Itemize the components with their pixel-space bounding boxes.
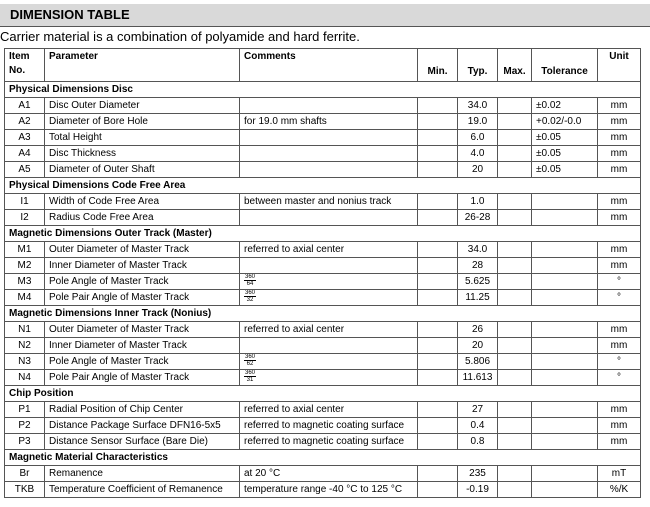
cell-typ: 11.613 <box>458 370 498 386</box>
cell-unit: mm <box>598 402 641 418</box>
cell-max <box>498 290 532 306</box>
fraction-denominator: 64 <box>246 281 254 288</box>
cell-max <box>498 482 532 498</box>
cell-tolerance <box>532 402 598 418</box>
cell-comments: referred to magnetic coating surface <box>240 418 418 434</box>
fraction-denominator: 62 <box>246 361 254 368</box>
cell-unit: mm <box>598 114 641 130</box>
cell-tolerance <box>532 258 598 274</box>
cell-item: P1 <box>5 402 45 418</box>
cell-unit: mm <box>598 210 641 226</box>
cell-typ: 26-28 <box>458 210 498 226</box>
cell-min <box>418 162 458 178</box>
cell-item: Br <box>5 466 45 482</box>
cell-comments: temperature range -40 °C to 125 °C <box>240 482 418 498</box>
cell-tolerance <box>532 210 598 226</box>
cell-typ: 27 <box>458 402 498 418</box>
cell-max <box>498 274 532 290</box>
cell-parameter: Total Height <box>45 130 240 146</box>
cell-max <box>498 370 532 386</box>
cell-min <box>418 274 458 290</box>
cell-typ: 235 <box>458 466 498 482</box>
cell-item: N4 <box>5 370 45 386</box>
header-unit: Unit <box>598 49 641 82</box>
section-header-row <box>5 82 641 98</box>
cell-typ: 1.0 <box>458 194 498 210</box>
cell-min <box>418 370 458 386</box>
cell-unit: mm <box>598 130 641 146</box>
cell-unit: mm <box>598 194 641 210</box>
cell-parameter: Width of Code Free Area <box>45 194 240 210</box>
fraction-numerator: 360 <box>245 274 256 281</box>
cell-max <box>498 354 532 370</box>
fraction-formula <box>244 370 256 383</box>
cell-comments <box>240 258 418 274</box>
section-header-row <box>5 226 641 242</box>
cell-unit: ° <box>598 290 641 306</box>
table-row <box>5 354 641 370</box>
cell-unit: ° <box>598 274 641 290</box>
section-header-row <box>5 386 641 402</box>
cell-max <box>498 402 532 418</box>
header-tolerance: Tolerance <box>532 49 598 82</box>
cell-unit: mm <box>598 434 641 450</box>
cell-max <box>498 162 532 178</box>
cell-unit: mm <box>598 98 641 114</box>
cell-tolerance <box>532 482 598 498</box>
cell-item: A5 <box>5 162 45 178</box>
fraction-formula <box>244 290 256 303</box>
cell-parameter: Distance Package Surface DFN16-5x5 <box>45 418 240 434</box>
cell-max <box>498 130 532 146</box>
cell-max <box>498 114 532 130</box>
cell-comments: referred to axial center <box>240 402 418 418</box>
cell-unit: ° <box>598 354 641 370</box>
cell-parameter: Radius Code Free Area <box>45 210 240 226</box>
cell-parameter: Diameter of Bore Hole <box>45 114 240 130</box>
cell-parameter: Pole Pair Angle of Master Track <box>45 290 240 306</box>
cell-tolerance <box>532 194 598 210</box>
cell-unit: mm <box>598 258 641 274</box>
cell-unit: %/K <box>598 482 641 498</box>
cell-tolerance: ±0.05 <box>532 146 598 162</box>
cell-tolerance <box>532 418 598 434</box>
fraction-numerator: 360 <box>245 290 256 297</box>
cell-min <box>418 210 458 226</box>
cell-item: M1 <box>5 242 45 258</box>
cell-min <box>418 130 458 146</box>
cell-parameter: Pole Pair Angle of Master Track <box>45 370 240 386</box>
fraction-numerator: 360 <box>245 370 256 377</box>
table-row <box>5 322 641 338</box>
section-header-row <box>5 306 641 322</box>
cell-tolerance <box>532 242 598 258</box>
cell-parameter: Temperature Coefficient of Remanence <box>45 482 240 498</box>
cell-tolerance <box>532 354 598 370</box>
cell-min <box>418 354 458 370</box>
cell-unit: mT <box>598 466 641 482</box>
header-max: Max. <box>498 49 532 82</box>
header-typ: Typ. <box>458 49 498 82</box>
table-row <box>5 114 641 130</box>
section-title: Physical Dimensions Code Free Area <box>5 178 641 194</box>
cell-tolerance <box>532 338 598 354</box>
section-title: Magnetic Dimensions Outer Track (Master) <box>5 226 641 242</box>
cell-typ: 11.25 <box>458 290 498 306</box>
fraction-denominator: 31 <box>246 377 254 384</box>
section-header-row <box>5 450 641 466</box>
cell-typ: 5.806 <box>458 354 498 370</box>
table-row <box>5 162 641 178</box>
cell-item: N3 <box>5 354 45 370</box>
cell-max <box>498 434 532 450</box>
cell-max <box>498 98 532 114</box>
cell-typ: 20 <box>458 162 498 178</box>
cell-tolerance <box>532 466 598 482</box>
cell-typ: -0.19 <box>458 482 498 498</box>
cell-comments: referred to axial center <box>240 322 418 338</box>
table-row <box>5 242 641 258</box>
cell-item: N2 <box>5 338 45 354</box>
cell-item: M3 <box>5 274 45 290</box>
cell-parameter: Inner Diameter of Master Track <box>45 338 240 354</box>
cell-comments: referred to axial center <box>240 242 418 258</box>
cell-tolerance: ±0.05 <box>532 130 598 146</box>
cell-typ: 19.0 <box>458 114 498 130</box>
header-min: Min. <box>418 49 458 82</box>
cell-tolerance <box>532 290 598 306</box>
cell-min <box>418 290 458 306</box>
cell-typ: 34.0 <box>458 242 498 258</box>
cell-min <box>418 434 458 450</box>
section-title: Magnetic Dimensions Inner Track (Nonius) <box>5 306 641 322</box>
cell-max <box>498 418 532 434</box>
cell-tolerance: ±0.05 <box>532 162 598 178</box>
cell-max <box>498 466 532 482</box>
cell-item: M4 <box>5 290 45 306</box>
cell-min <box>418 322 458 338</box>
table-row <box>5 258 641 274</box>
cell-comments <box>240 98 418 114</box>
cell-tolerance <box>532 434 598 450</box>
cell-min <box>418 338 458 354</box>
cell-tolerance <box>532 274 598 290</box>
cell-min <box>418 98 458 114</box>
cell-item: I1 <box>5 194 45 210</box>
cell-tolerance <box>532 370 598 386</box>
cell-item: N1 <box>5 322 45 338</box>
header-parameter: Parameter <box>45 49 240 82</box>
table-row <box>5 338 641 354</box>
header-comments: Comments <box>240 49 418 82</box>
table-row <box>5 274 641 290</box>
fraction-numerator: 360 <box>245 354 256 361</box>
cell-parameter: Distance Sensor Surface (Bare Die) <box>45 434 240 450</box>
cell-comments <box>240 354 418 370</box>
cell-unit: mm <box>598 338 641 354</box>
page-title: DIMENSION TABLE <box>10 7 130 22</box>
cell-comments <box>240 162 418 178</box>
cell-min <box>418 146 458 162</box>
cell-parameter: Outer Diameter of Master Track <box>45 322 240 338</box>
cell-min <box>418 242 458 258</box>
cell-min <box>418 194 458 210</box>
cell-typ: 34.0 <box>458 98 498 114</box>
cell-unit: mm <box>598 162 641 178</box>
cell-typ: 20 <box>458 338 498 354</box>
cell-comments <box>240 274 418 290</box>
cell-unit: mm <box>598 418 641 434</box>
table-row <box>5 146 641 162</box>
cell-parameter: Diameter of Outer Shaft <box>45 162 240 178</box>
table-row <box>5 418 641 434</box>
cell-comments: referred to magnetic coating surface <box>240 434 418 450</box>
cell-typ: 0.8 <box>458 434 498 450</box>
cell-parameter: Pole Angle of Master Track <box>45 354 240 370</box>
cell-parameter: Inner Diameter of Master Track <box>45 258 240 274</box>
cell-parameter: Pole Angle of Master Track <box>45 274 240 290</box>
cell-typ: 28 <box>458 258 498 274</box>
cell-min <box>418 482 458 498</box>
cell-typ: 4.0 <box>458 146 498 162</box>
cell-item: P3 <box>5 434 45 450</box>
cell-parameter: Disc Thickness <box>45 146 240 162</box>
cell-comments <box>240 146 418 162</box>
cell-comments: for 19.0 mm shafts <box>240 114 418 130</box>
cell-min <box>418 258 458 274</box>
table-row <box>5 482 641 498</box>
cell-item: TKB <box>5 482 45 498</box>
table-row <box>5 130 641 146</box>
table-row <box>5 466 641 482</box>
cell-item: A2 <box>5 114 45 130</box>
cell-max <box>498 146 532 162</box>
cell-parameter: Outer Diameter of Master Track <box>45 242 240 258</box>
cell-tolerance: +0.02/-0.0 <box>532 114 598 130</box>
cell-unit: mm <box>598 242 641 258</box>
title-bar <box>0 4 650 27</box>
cell-max <box>498 322 532 338</box>
cell-typ: 6.0 <box>458 130 498 146</box>
cell-comments <box>240 210 418 226</box>
cell-min <box>418 466 458 482</box>
cell-parameter: Remanence <box>45 466 240 482</box>
section-title: Chip Position <box>5 386 641 402</box>
dimension-table <box>4 48 641 498</box>
cell-tolerance <box>532 322 598 338</box>
table-row <box>5 210 641 226</box>
cell-item: A3 <box>5 130 45 146</box>
cell-comments: between master and nonius track <box>240 194 418 210</box>
cell-parameter: Disc Outer Diameter <box>45 98 240 114</box>
cell-max <box>498 242 532 258</box>
cell-item: A1 <box>5 98 45 114</box>
cell-comments <box>240 338 418 354</box>
cell-unit: mm <box>598 146 641 162</box>
cell-max <box>498 258 532 274</box>
cell-max <box>498 210 532 226</box>
section-header-row <box>5 178 641 194</box>
cell-comments: at 20 °C <box>240 466 418 482</box>
cell-unit: ° <box>598 370 641 386</box>
cell-comments <box>240 370 418 386</box>
cell-max <box>498 338 532 354</box>
cell-typ: 0.4 <box>458 418 498 434</box>
table-row <box>5 290 641 306</box>
table-body <box>5 82 641 498</box>
table-row <box>5 402 641 418</box>
cell-item: A4 <box>5 146 45 162</box>
section-title: Physical Dimensions Disc <box>5 82 641 98</box>
cell-typ: 5.625 <box>458 274 498 290</box>
cell-comments <box>240 290 418 306</box>
cell-min <box>418 402 458 418</box>
table-row <box>5 98 641 114</box>
table-row <box>5 370 641 386</box>
fraction-denominator: 32 <box>246 297 254 304</box>
cell-comments <box>240 130 418 146</box>
cell-item: P2 <box>5 418 45 434</box>
cell-min <box>418 418 458 434</box>
cell-unit: mm <box>598 322 641 338</box>
fraction-formula <box>244 274 256 287</box>
section-title: Magnetic Material Characteristics <box>5 450 641 466</box>
cell-min <box>418 114 458 130</box>
cell-parameter: Radial Position of Chip Center <box>45 402 240 418</box>
cell-max <box>498 194 532 210</box>
cell-item: M2 <box>5 258 45 274</box>
cell-tolerance: ±0.02 <box>532 98 598 114</box>
table-header-row <box>5 49 641 82</box>
table-row <box>5 434 641 450</box>
header-item: Item No. <box>5 49 45 82</box>
cell-item: I2 <box>5 210 45 226</box>
subtitle: Carrier material is a combination of polyamide and hard ferrite. <box>0 29 360 44</box>
cell-typ: 26 <box>458 322 498 338</box>
fraction-formula <box>244 354 256 367</box>
table-row <box>5 194 641 210</box>
